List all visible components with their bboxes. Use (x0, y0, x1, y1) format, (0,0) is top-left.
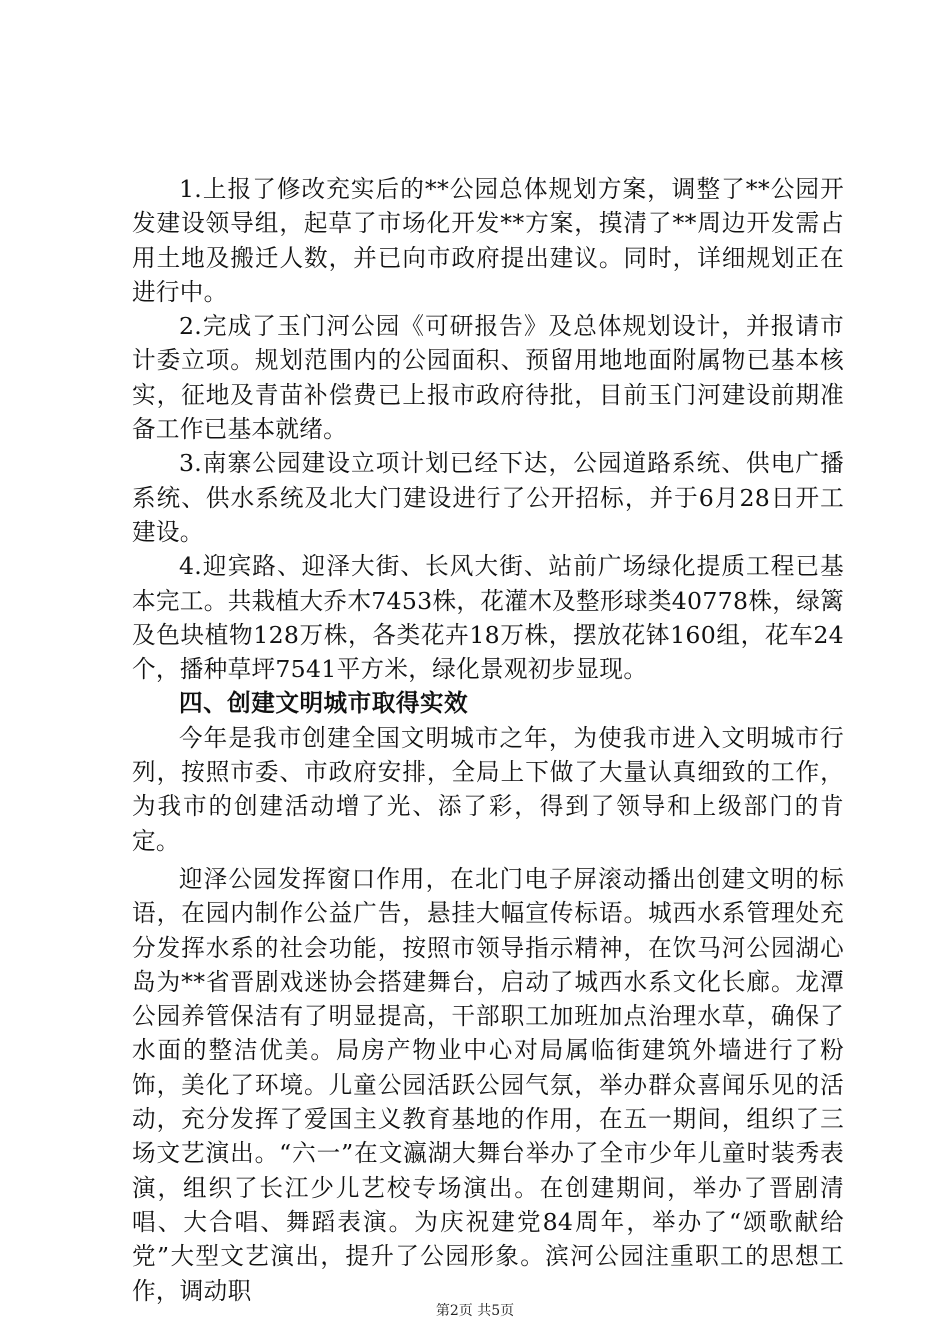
document-body (132, 172, 844, 1308)
paragraph-1: 1.上报了修改充实后的**公园总体规划方案，调整了**公园开发建设领导组，起草了市场化开发**方案，摸清了**周边开发需占用土地及搬迁人数，并已向市政府提出建议。同时，详细规划正在进行中。 (132, 175, 844, 306)
section-heading: 四、创建文明城市取得实效 (179, 689, 469, 718)
paragraph-2: 2.完成了玉门河公园《可研报告》及总体规划设计，并报请市计委立项。规划范围内的公园面积、预留用地地面附属物已基本核实，征地及青苗补偿费已上报市政府待批，目前玉门河建设前期准备工作已基本就绪。 (132, 312, 844, 444)
paragraph-3: 3.南寨公园建设立项计划已经下达，公园道路系统、供电广播系统、供水系统及北大门建设进行了公开招标，并于6月28日开工建设。 (132, 449, 844, 546)
section-paragraph-2: 迎泽公园发挥窗口作用，在北门电子屏滚动播出创建文明的标语，在园内制作公益广告，悬挂大幅宣传标语。城西水系管理处充分发挥水系的社会功能，按照市领导指示精神，在饮马河公园湖心岛为**省晋剧戏迷协会搭建舞台，启动了城西水系文化长廊。龙潭公园养管保洁有了明显提高，干部职工加班加点治理水草，确保了水面的整洁优美。局房产物业中心对局属临街建筑外墙进行了粉饰，美化了环境。儿童公园活跃公园气氛，举办群众喜闻乐见的活动，充分发挥了爱国主义教育基地的作用，在五一期间，组织了三场文艺演出。“六一”在文瀛湖大舞台举办了全市少年儿童时装秀表演，组织了长江少儿艺校专场演出。在创建期间，举办了晋剧清唱、大合唱、舞蹈表演。为庆祝建党84周年，举办了“颂歌献给党”大型文艺演出，提升了公园形象。滨河公园注重职工的思想工作，调动职 (132, 864, 844, 1305)
section-paragraph-1: 今年是我市创建全国文明城市之年，为使我市进入文明城市行列，按照市委、市政府安排，全局上下做了大量认真细致的工作，为我市的创建活动增了光、添了彩，得到了领导和上级部门的肯定。 (132, 723, 844, 855)
paragraph-4: 4.迎宾路、迎泽大街、长风大街、站前广场绿化提质工程已基本完工。共栽植大乔木7453株，花灌木及整形球类40778株，绿篱及色块植物128万株，各类花卉18万株，摆放花钵160组，花车24个，播种草坪7541平方米，绿化景观初步显现。 (132, 552, 844, 684)
page-footer: 第2页 共5页 (435, 1303, 515, 1319)
